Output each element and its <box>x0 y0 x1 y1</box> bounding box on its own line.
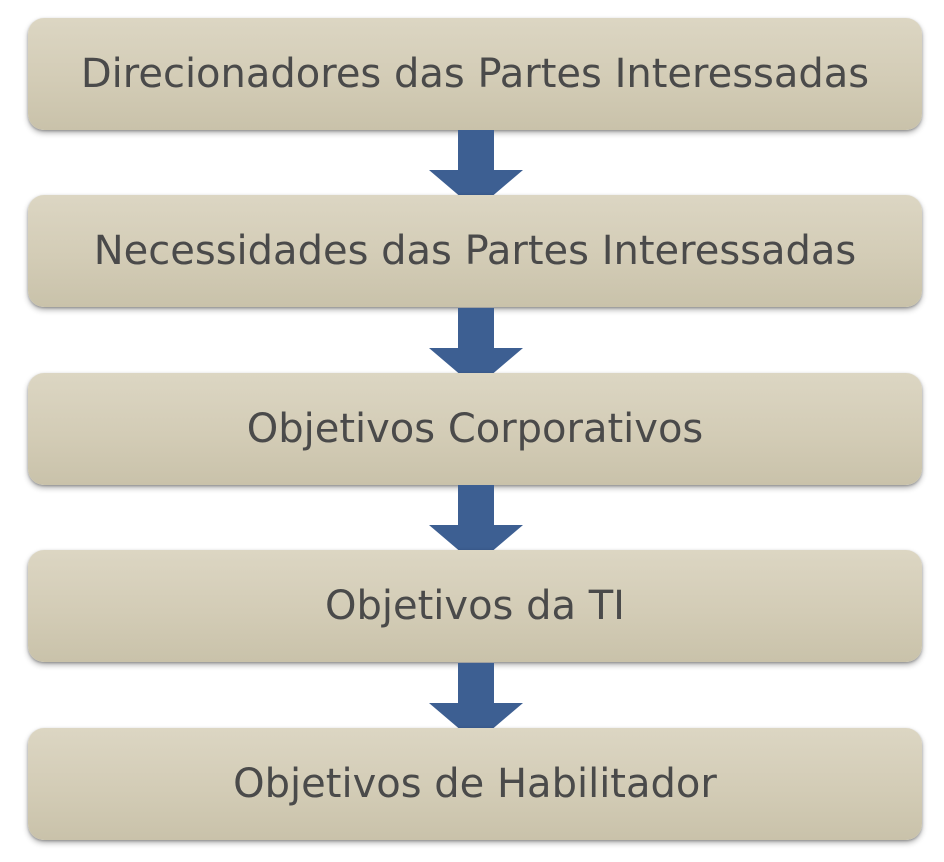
step-label: Objetivos da TI <box>325 583 625 629</box>
step-label: Necessidades das Partes Interessadas <box>93 228 857 274</box>
step-box-enabler-goals <box>28 728 922 840</box>
step-label: Objetivos de Habilitador <box>233 761 717 807</box>
step-box-enterprise-goals <box>28 373 922 485</box>
step-box-stakeholder-needs <box>28 195 922 307</box>
step-box-stakeholder-drivers <box>28 18 922 130</box>
step-box-it-goals <box>28 550 922 662</box>
step-label: Objetivos Corporativos <box>246 406 704 452</box>
step-label: Direcionadores das Partes Interessadas <box>80 51 870 97</box>
